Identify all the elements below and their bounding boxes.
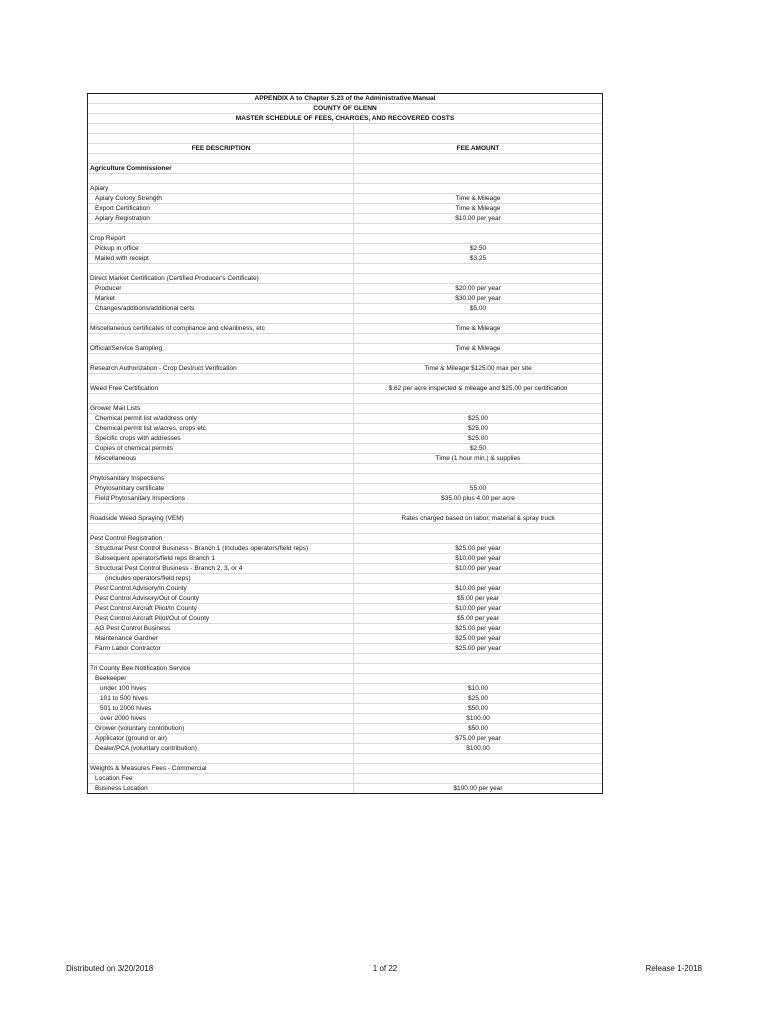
county-title: COUNTY OF GLENN — [88, 104, 602, 114]
fee-description: Phytosanitary Inspections — [90, 475, 165, 482]
fee-description: Producer — [95, 285, 122, 292]
fee-description: Pest Control Advisory/Out of County — [95, 595, 200, 602]
fee-amount: Time (1 hour min.) & supplies — [435, 455, 521, 462]
table-row — [88, 264, 602, 274]
fee-amount: Time & Mileage — [455, 345, 501, 352]
appendix-title: APPENDIX A to Chapter 5.23 of the Administrative Manual — [88, 94, 602, 104]
fee-description: Location Fee — [95, 775, 133, 782]
fee-description: AG Pest Control Business — [95, 625, 171, 632]
table-row — [88, 784, 602, 793]
fee-description: Chemical permit list w/address only — [95, 415, 197, 422]
fee-amount: $30.00 per year — [455, 295, 501, 302]
fee-description: 501 to 2000 hives — [100, 705, 152, 712]
table-row — [88, 414, 602, 424]
fee-amount: $10.00 per year — [455, 605, 501, 612]
table-row — [88, 154, 602, 164]
spacer-row — [88, 134, 602, 144]
fee-amount: $25.00 — [468, 425, 488, 432]
fee-description: Apiary Colony Strength — [95, 195, 162, 202]
fee-amount: $5.00 per year — [457, 615, 499, 622]
fee-description: Field Phytosanitary Inspections — [95, 495, 185, 502]
fee-amount: $2.50 — [469, 445, 487, 452]
table-row — [88, 544, 602, 554]
fee-description: Structural Pest Control Business - Branch 1 (Includes operators/field reps) — [95, 545, 309, 552]
fee-amount: $3.25 — [469, 255, 487, 262]
fee-description: Specific crops with addresses — [95, 435, 181, 442]
fee-description: Crop Report — [90, 235, 126, 242]
fee-description: Structural Pest Control Business - Branch 2, 3, or 4 — [95, 565, 243, 572]
fee-amount: $25.00 — [468, 435, 488, 442]
table-row — [88, 364, 602, 374]
fee-description: Official/Service Sampling — [90, 345, 163, 352]
table-row — [88, 504, 602, 514]
fee-description: Market — [95, 295, 115, 302]
fee-amount: $25.00 per year — [455, 645, 501, 652]
table-row — [88, 304, 602, 314]
table-row — [88, 424, 602, 434]
fee-description: Dealer/PCA (voluntary contribution) — [95, 745, 197, 752]
fee-description: Maintenance Gardner — [95, 635, 158, 642]
table-row — [88, 224, 602, 234]
table-row — [88, 764, 602, 774]
table-row — [88, 514, 602, 524]
table-row — [88, 194, 602, 204]
fee-description-header: FEE DESCRIPTION — [191, 145, 251, 152]
fee-description: Changes/additions/additional certs — [95, 305, 195, 312]
fee-description: Weed Free Certification — [90, 385, 159, 392]
table-row — [88, 294, 602, 304]
table-row — [88, 524, 602, 534]
table-row — [88, 594, 602, 604]
fee-amount: $100.00 — [466, 745, 490, 752]
table-row — [88, 674, 602, 684]
fee-description: Beekeeper — [95, 675, 127, 682]
fee-description: Applicator (ground or air) — [95, 735, 167, 742]
table-row — [88, 724, 602, 734]
table-row — [88, 704, 602, 714]
table-row — [88, 744, 602, 754]
fee-amount: $5.00 — [469, 305, 487, 312]
table-row — [88, 474, 602, 484]
schedule-title: MASTER SCHEDULE OF FEES, CHARGES, AND RECOVERED COSTS — [88, 114, 602, 124]
table-row — [88, 164, 602, 174]
table-row — [88, 684, 602, 694]
table-row — [88, 374, 602, 384]
table-row — [88, 334, 602, 344]
fee-description: Miscellaneous — [95, 455, 137, 462]
table-row — [88, 464, 602, 474]
table-row — [88, 614, 602, 624]
table-row — [88, 774, 602, 784]
fee-amount: $100.00 — [466, 715, 490, 722]
fee-amount: $25.00 — [468, 695, 488, 702]
fee-description: Tri County Bee Notification Service — [90, 665, 191, 672]
fee-description: 101 to 500 hives — [100, 695, 148, 702]
fee-description: Pest Control Aircraft Pilot/Out of County — [95, 615, 210, 622]
fee-description: Export Certification — [95, 205, 150, 212]
fee-description: Apiary Registration — [95, 215, 150, 222]
table-row — [88, 204, 602, 214]
fee-amount: $10.00 — [468, 685, 488, 692]
table-row — [88, 234, 602, 244]
fee-amount-header: FEE AMOUNT — [456, 145, 500, 152]
fee-description: Pest Control Aircraft Pilot/In County — [95, 605, 197, 612]
fee-description: Research Authorization - Crop Destruct Verification — [90, 365, 237, 372]
fee-description: over 2000 hives — [100, 715, 146, 722]
fee-description: Farm Labor Contractor — [95, 645, 161, 652]
fee-rows — [88, 154, 602, 793]
release-label: Release 1-2018 — [645, 964, 702, 973]
table-row — [88, 654, 602, 664]
table-row — [88, 444, 602, 454]
fee-amount: 55.00 — [469, 485, 487, 492]
table-row — [88, 644, 602, 654]
fee-amount: $50.00 — [468, 705, 488, 712]
table-row — [88, 694, 602, 704]
table-row — [88, 664, 602, 674]
table-row — [88, 214, 602, 224]
fee-schedule-table — [87, 93, 603, 794]
fee-description: Apiary — [90, 185, 109, 192]
fee-description: Miscellaneous certificates of compliance and cleanliness, etc — [90, 325, 265, 332]
column-header-row — [88, 144, 602, 154]
table-row — [88, 434, 602, 444]
fee-amount: Rates charged based on labor, material & spray truck — [401, 515, 555, 522]
fee-description: Roadside Weed Spraying (VEM) — [90, 515, 184, 522]
fee-amount: $.62 per acre inspected & mileage and $25.00 per certification — [388, 385, 568, 392]
table-row — [88, 314, 602, 324]
table-row — [88, 734, 602, 744]
table-row — [88, 714, 602, 724]
distribution-date: Distributed on 3/20/2018 — [66, 964, 154, 973]
fee-amount: $25.00 per year — [455, 625, 501, 632]
fee-description: Mailed with receipt — [95, 255, 149, 262]
fee-description: Pest Control Registration — [90, 535, 163, 542]
table-row — [88, 634, 602, 644]
fee-amount: $20.00 per year — [455, 285, 501, 292]
table-row — [88, 534, 602, 544]
fee-description: Pickup in office — [95, 245, 139, 252]
fee-amount: $35.00 plus 4.00 per acre — [441, 495, 515, 502]
page-number: 1 of 22 — [372, 964, 398, 973]
fee-amount: Time & Mileage — [455, 325, 501, 332]
table-row — [88, 174, 602, 184]
fee-amount: Time & Mileage — [455, 195, 501, 202]
table-row — [88, 394, 602, 404]
fee-description: Weights & Measures Fees - Commercial — [90, 765, 207, 772]
fee-amount: $25.00 — [468, 415, 488, 422]
fee-description: Grower (voluntary contribution) — [95, 725, 185, 732]
fee-description: Phytosanitary certificate — [95, 485, 165, 492]
fee-amount: $10.00 per year — [455, 215, 501, 222]
table-row — [88, 604, 602, 614]
table-row — [88, 574, 602, 584]
table-row — [88, 254, 602, 264]
fee-amount: $50.00 — [468, 725, 488, 732]
table-row — [88, 244, 602, 254]
fee-amount: $10.00 per year — [455, 555, 501, 562]
table-row — [88, 274, 602, 284]
table-row — [88, 404, 602, 414]
table-row — [88, 354, 602, 364]
fee-amount: $25.00 per year — [455, 635, 501, 642]
fee-amount: $25.00 per year — [455, 545, 501, 552]
fee-amount: $5.00 per year — [457, 595, 499, 602]
fee-description: Business Location — [95, 785, 148, 792]
fee-description: (includes operators/field reps) — [105, 575, 191, 582]
fee-amount: $75.00 per year — [455, 735, 501, 742]
table-row — [88, 584, 602, 594]
fee-amount: $2.50 — [469, 245, 487, 252]
fee-description: Grower Mail Lists — [90, 405, 141, 412]
fee-description: Copies of chemical permits — [95, 445, 174, 452]
table-row — [88, 384, 602, 394]
fee-amount: Time & Mileage $125.00 max per site — [424, 365, 532, 372]
fee-description: under 100 hives — [100, 685, 147, 692]
fee-description: Direct Market Certification (Certified Producer's Certificate) — [90, 275, 259, 282]
fee-description: Subsequent operators/field reps Branch 1 — [95, 555, 215, 562]
table-row — [88, 564, 602, 574]
table-row — [88, 184, 602, 194]
table-row — [88, 344, 602, 354]
fee-description: Agriculture Commissioner — [90, 165, 172, 172]
table-row — [88, 454, 602, 464]
spacer-row — [88, 124, 602, 134]
table-row — [88, 284, 602, 294]
table-row — [88, 624, 602, 634]
table-row — [88, 494, 602, 504]
table-row — [88, 554, 602, 564]
fee-amount: $10.00 per year — [455, 585, 501, 592]
fee-amount: Time & Mileage — [455, 205, 501, 212]
fee-amount: $10.00 per year — [455, 565, 501, 572]
table-row — [88, 324, 602, 334]
table-row — [88, 754, 602, 764]
fee-amount: $100.00 per year — [453, 785, 503, 792]
fee-description: Pest Control Advisory/In County — [95, 585, 187, 592]
fee-description: Chemical permit list w/acres, crops etc — [95, 425, 206, 432]
table-row — [88, 484, 602, 494]
